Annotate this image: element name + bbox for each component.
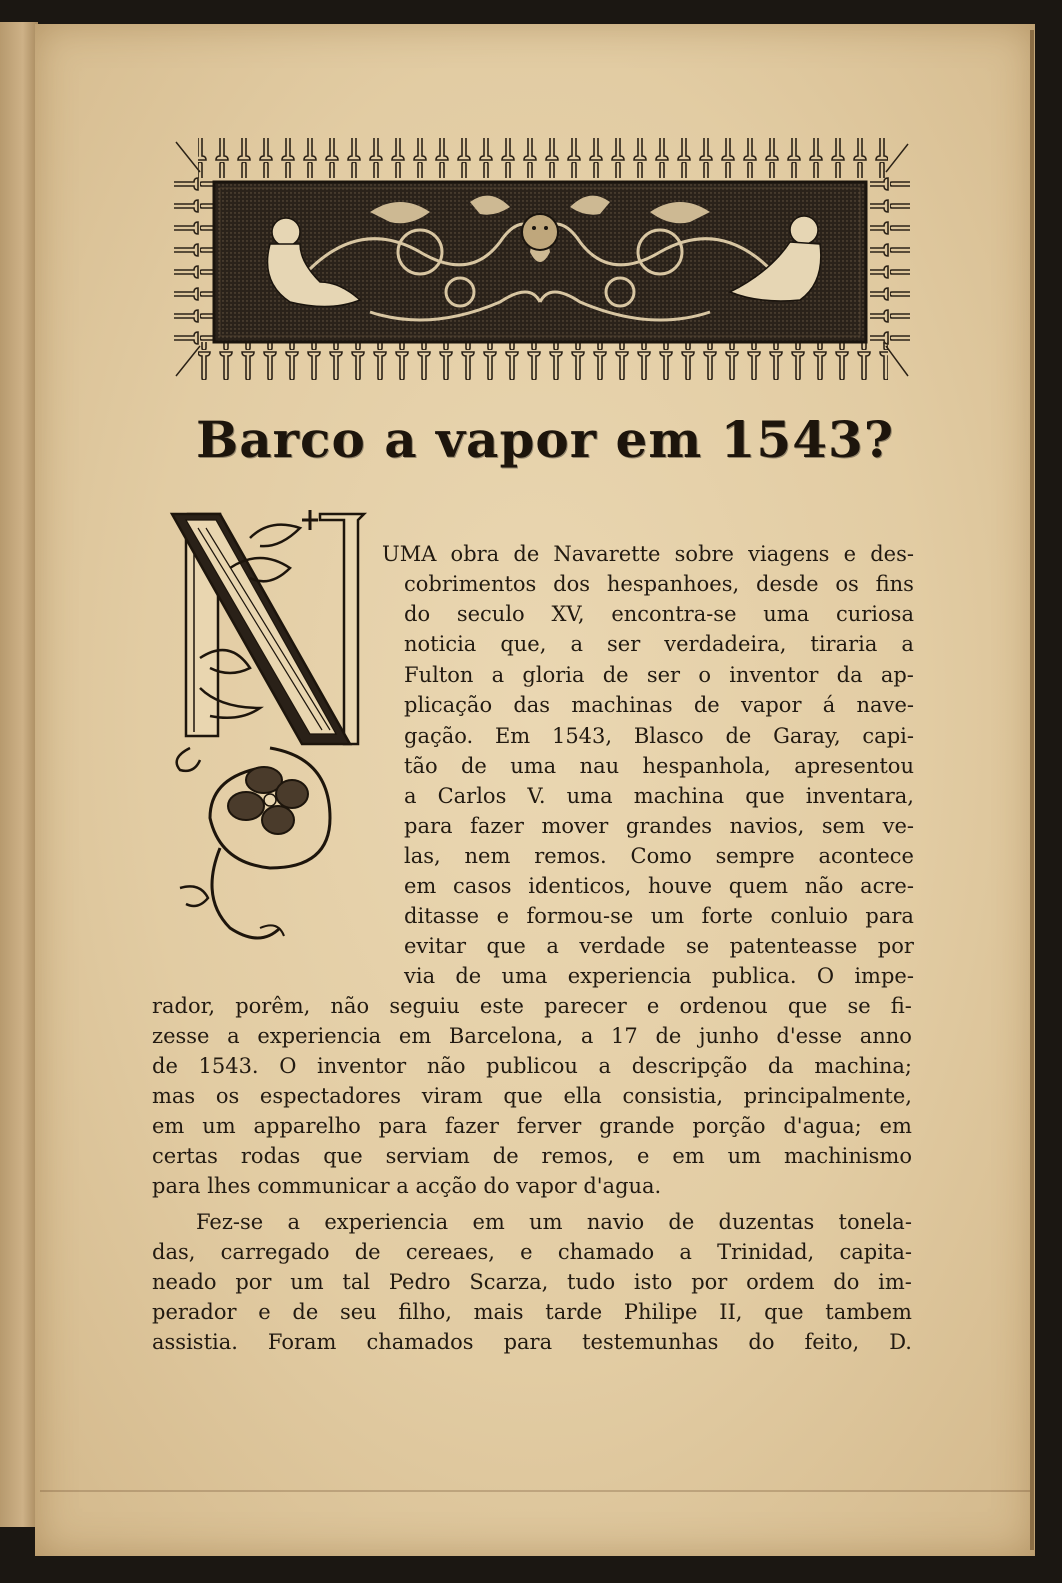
body-text-line: para lhes communicar a acção do vapor d'agua. bbox=[152, 1174, 662, 1198]
body-text-line: rador, porêm, não seguiu este parecer e ordenou que se fi- bbox=[152, 994, 912, 1018]
body-text-line: a Carlos V. uma machina que inventara, bbox=[404, 784, 914, 808]
body-text-line: cobrimentos dos hespanhoes, desde os fins bbox=[404, 572, 914, 596]
body-text-line: em casos identicos, houve quem não acre- bbox=[404, 874, 914, 898]
body-text-line: zesse a experiencia em Barcelona, a 17 de junho d'esse anno bbox=[152, 1024, 912, 1048]
body-text-line: plicação das machinas de vapor á nave- bbox=[404, 693, 914, 717]
ornament-frame-illustration bbox=[170, 132, 912, 384]
body-text-line: em um apparelho para fazer ferver grande porção d'agua; em bbox=[152, 1114, 912, 1138]
body-text-line: las, nem remos. Como sempre acontece bbox=[404, 844, 914, 868]
header-ornament bbox=[170, 132, 912, 384]
body-text-line: noticia que, a ser verdadeira, tiraria a bbox=[404, 632, 914, 656]
body-text-line: das, carregado de cereaes, e chamado a Trinidad, capita- bbox=[152, 1240, 912, 1264]
page-bottom-fold bbox=[40, 1490, 1030, 1492]
article-title: Barco a vapor em 1543? bbox=[196, 410, 895, 469]
body-text-line: perador e de seu filho, mais tarde Philipe II, que tambem bbox=[152, 1300, 912, 1324]
body-text-line: UMA obra de Navarette sobre viagens e des- bbox=[382, 542, 914, 566]
drop-cap-letter-n-illustration bbox=[160, 508, 370, 960]
body-text-line: tão de uma nau hespanhola, apresentou bbox=[404, 754, 914, 778]
body-text-line: de 1543. O inventor não publicou a descripção da machina; bbox=[152, 1054, 912, 1078]
body-text-line: via de uma experiencia publica. O impe- bbox=[404, 964, 914, 988]
body-text-line: para fazer mover grandes navios, sem ve- bbox=[404, 814, 914, 838]
body-text-line: Fulton a gloria de ser o inventor da ap- bbox=[404, 663, 914, 687]
body-text-line: ditasse e formou-se um forte conluio para bbox=[404, 904, 914, 928]
body-text-line: assistia. Foram chamados para testemunhas do feito, D. bbox=[152, 1330, 912, 1354]
page-right-edge bbox=[1030, 30, 1034, 1550]
body-text-line: neado por um tal Pedro Scarza, tudo isto por ordem do im- bbox=[152, 1270, 912, 1294]
body-text-line: certas rodas que serviam de remos, e em um machinismo bbox=[152, 1144, 912, 1168]
drop-cap bbox=[160, 508, 370, 960]
body-text-line: mas os espectadores viram que ella consistia, principalmente, bbox=[152, 1084, 912, 1108]
previous-page-edge bbox=[0, 22, 38, 1527]
body-text-line: do seculo XV, encontra-se uma curiosa bbox=[404, 602, 914, 626]
body-text-line: evitar que a verdade se patenteasse por bbox=[404, 934, 914, 958]
body-text-line: gação. Em 1543, Blasco de Garay, capi- bbox=[404, 724, 914, 748]
body-text-line: Fez-se a experiencia em um navio de duzentas tonela- bbox=[196, 1210, 912, 1234]
